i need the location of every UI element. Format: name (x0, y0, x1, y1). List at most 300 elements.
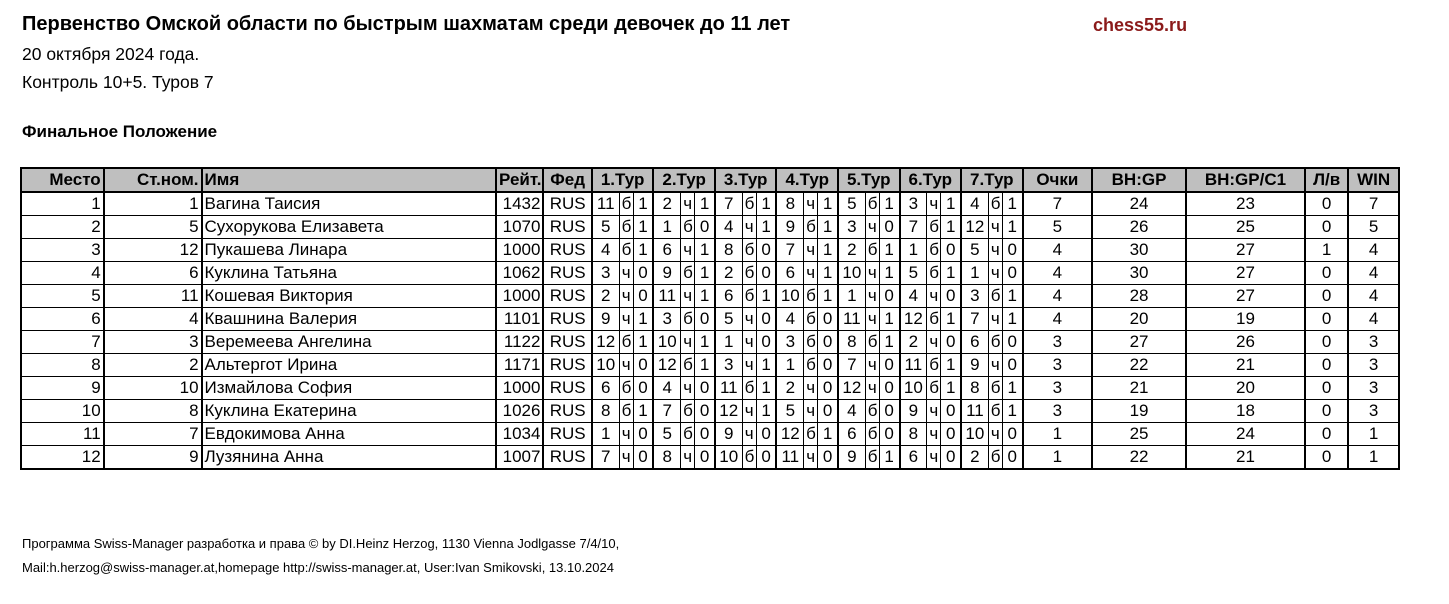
round-4-opponent: 1 (776, 354, 803, 377)
round-4-color: ч (804, 377, 818, 400)
round-7-opponent: 4 (961, 192, 988, 216)
round-2-color: б (681, 423, 695, 446)
round-7-result: 1 (1002, 285, 1022, 308)
round-3-result: 1 (756, 285, 776, 308)
round-1-opponent: 6 (592, 377, 619, 400)
round-4-result: 0 (818, 400, 838, 423)
buchholz-cell: 26 (1092, 216, 1186, 239)
table-row (21, 308, 1399, 331)
rating-cell: 1026 (496, 400, 543, 423)
round-5-result: 0 (879, 216, 899, 239)
round-6-color: б (927, 262, 941, 285)
round-1-opponent: 7 (592, 446, 619, 470)
round-5-color: ч (865, 216, 879, 239)
round-4-color: б (804, 308, 818, 331)
round-7-color: ч (988, 423, 1002, 446)
round-5-color: б (865, 423, 879, 446)
round-5-opponent: 1 (838, 285, 865, 308)
personal-encounter-cell: 0 (1305, 354, 1348, 377)
round-6-color: ч (927, 423, 941, 446)
player-name-cell: Сухорукова Елизавета (202, 216, 497, 239)
points-cell: 4 (1023, 262, 1093, 285)
round-1-result: 0 (633, 262, 653, 285)
round-5-opponent: 9 (838, 446, 865, 470)
round-6-result: 0 (941, 239, 961, 262)
round-5-result: 1 (879, 331, 899, 354)
round-1-opponent: 1 (592, 423, 619, 446)
round-5-result: 1 (879, 446, 899, 470)
round-1-result: 1 (633, 239, 653, 262)
round-2-opponent: 2 (653, 192, 680, 216)
buchholz-cell: 24 (1092, 192, 1186, 216)
start-number-cell: 12 (104, 239, 202, 262)
personal-encounter-cell: 0 (1305, 400, 1348, 423)
site-name: chess55.ru (1093, 15, 1188, 35)
round-4-opponent: 3 (776, 331, 803, 354)
round-3-opponent: 3 (715, 354, 742, 377)
round-1-result: 0 (633, 377, 653, 400)
buchholz-cut1-cell: 20 (1186, 377, 1305, 400)
buchholz-cell: 19 (1092, 400, 1186, 423)
federation-cell: RUS (543, 192, 591, 216)
round-7-opponent: 1 (961, 262, 988, 285)
place-cell: 10 (21, 400, 104, 423)
start-number-cell: 6 (104, 262, 202, 285)
round-2-color: ч (681, 446, 695, 470)
round-4-result: 1 (818, 239, 838, 262)
start-number-cell: 2 (104, 354, 202, 377)
round-6-color: ч (927, 285, 941, 308)
federation-cell: RUS (543, 446, 591, 470)
round-5-color: б (865, 400, 879, 423)
round-7-color: ч (988, 354, 1002, 377)
col-header-personal-encounter: Л/в (1305, 168, 1348, 192)
table-row (21, 192, 1399, 216)
round-7-opponent: 7 (961, 308, 988, 331)
round-4-result: 0 (818, 308, 838, 331)
round-7-color: ч (988, 262, 1002, 285)
round-2-color: б (681, 216, 695, 239)
round-5-opponent: 2 (838, 239, 865, 262)
buchholz-cell: 22 (1092, 354, 1186, 377)
round-4-opponent: 8 (776, 192, 803, 216)
col-header-wins: WIN (1348, 168, 1399, 192)
round-1-color: б (619, 216, 633, 239)
buchholz-cell: 27 (1092, 331, 1186, 354)
start-number-cell: 10 (104, 377, 202, 400)
round-2-color: б (681, 262, 695, 285)
round-1-opponent: 12 (592, 331, 619, 354)
round-4-color: б (804, 423, 818, 446)
round-6-result: 1 (941, 216, 961, 239)
round-2-opponent: 6 (653, 239, 680, 262)
round-4-opponent: 5 (776, 400, 803, 423)
col-header-round-4: 4.Тур (776, 168, 838, 192)
round-2-opponent: 7 (653, 400, 680, 423)
round-6-color: ч (927, 446, 941, 470)
start-number-cell: 4 (104, 308, 202, 331)
table-row (21, 285, 1399, 308)
rating-cell: 1000 (496, 239, 543, 262)
federation-cell: RUS (543, 354, 591, 377)
round-2-color: ч (681, 285, 695, 308)
round-7-result: 1 (1002, 400, 1022, 423)
round-2-color: ч (681, 239, 695, 262)
footer-copyright: Программа Swiss-Manager разработка и права © by DI.Heinz Herzog, 1130 Vienna Jodlgasse 7/4/10, (22, 536, 620, 551)
round-6-result: 0 (941, 423, 961, 446)
table-row (21, 331, 1399, 354)
round-2-result: 1 (695, 354, 715, 377)
round-3-color: б (742, 192, 756, 216)
round-6-result: 0 (941, 285, 961, 308)
rating-cell: 1034 (496, 423, 543, 446)
round-3-opponent: 9 (715, 423, 742, 446)
round-5-color: б (865, 192, 879, 216)
buchholz-cut1-cell: 23 (1186, 192, 1305, 216)
round-1-opponent: 11 (592, 192, 619, 216)
round-6-opponent: 5 (900, 262, 927, 285)
rating-cell: 1000 (496, 285, 543, 308)
col-header-rating: Рейт. (496, 168, 543, 192)
round-3-color: б (742, 262, 756, 285)
round-5-opponent: 6 (838, 423, 865, 446)
federation-cell: RUS (543, 308, 591, 331)
player-name-cell: Куклина Татьяна (202, 262, 497, 285)
player-name-cell: Евдокимова Анна (202, 423, 497, 446)
round-4-color: ч (804, 446, 818, 470)
round-4-color: б (804, 216, 818, 239)
round-5-result: 1 (879, 308, 899, 331)
round-7-opponent: 9 (961, 354, 988, 377)
round-3-color: ч (742, 216, 756, 239)
round-4-opponent: 10 (776, 285, 803, 308)
start-number-cell: 7 (104, 423, 202, 446)
round-7-color: б (988, 192, 1002, 216)
round-4-opponent: 12 (776, 423, 803, 446)
wins-cell: 5 (1348, 216, 1399, 239)
round-3-opponent: 12 (715, 400, 742, 423)
round-1-opponent: 10 (592, 354, 619, 377)
round-1-result: 1 (633, 216, 653, 239)
round-7-result: 1 (1002, 216, 1022, 239)
round-5-result: 0 (879, 285, 899, 308)
points-cell: 1 (1023, 446, 1093, 470)
round-6-result: 1 (941, 192, 961, 216)
buchholz-cell: 25 (1092, 423, 1186, 446)
round-3-opponent: 4 (715, 216, 742, 239)
round-6-opponent: 3 (900, 192, 927, 216)
round-2-result: 0 (695, 377, 715, 400)
points-cell: 3 (1023, 331, 1093, 354)
place-cell: 12 (21, 446, 104, 470)
table-row (21, 400, 1399, 423)
round-5-result: 0 (879, 354, 899, 377)
round-1-result: 0 (633, 285, 653, 308)
round-1-result: 1 (633, 192, 653, 216)
player-name-cell: Альтергот Ирина (202, 354, 497, 377)
federation-cell: RUS (543, 285, 591, 308)
col-header-name: Имя (202, 168, 497, 192)
points-cell: 4 (1023, 239, 1093, 262)
wins-cell: 3 (1348, 377, 1399, 400)
buchholz-cut1-cell: 24 (1186, 423, 1305, 446)
buchholz-cell: 28 (1092, 285, 1186, 308)
points-cell: 4 (1023, 308, 1093, 331)
col-header-start-number: Ст.ном. (104, 168, 202, 192)
round-5-opponent: 12 (838, 377, 865, 400)
round-2-opponent: 5 (653, 423, 680, 446)
round-7-color: б (988, 400, 1002, 423)
round-4-result: 1 (818, 216, 838, 239)
round-4-opponent: 7 (776, 239, 803, 262)
round-6-result: 0 (941, 331, 961, 354)
round-3-color: ч (742, 331, 756, 354)
table-row (21, 216, 1399, 239)
round-6-color: б (927, 354, 941, 377)
round-3-opponent: 10 (715, 446, 742, 470)
round-1-color: б (619, 331, 633, 354)
round-1-result: 0 (633, 423, 653, 446)
place-cell: 5 (21, 285, 104, 308)
round-7-color: б (988, 446, 1002, 470)
round-3-color: ч (742, 400, 756, 423)
round-1-result: 1 (633, 331, 653, 354)
player-name-cell: Кошевая Виктория (202, 285, 497, 308)
buchholz-cut1-cell: 25 (1186, 216, 1305, 239)
round-2-color: б (681, 400, 695, 423)
round-3-color: б (742, 446, 756, 470)
col-header-round-5: 5.Тур (838, 168, 900, 192)
round-3-color: б (742, 377, 756, 400)
round-1-result: 0 (633, 446, 653, 470)
round-2-opponent: 10 (653, 331, 680, 354)
round-7-result: 0 (1002, 423, 1022, 446)
round-6-color: б (927, 308, 941, 331)
table-row (21, 354, 1399, 377)
start-number-cell: 9 (104, 446, 202, 470)
points-cell: 1 (1023, 423, 1093, 446)
round-2-color: б (681, 308, 695, 331)
round-3-result: 1 (756, 192, 776, 216)
points-cell: 3 (1023, 377, 1093, 400)
round-4-color: б (804, 354, 818, 377)
points-cell: 3 (1023, 400, 1093, 423)
buchholz-cut1-cell: 27 (1186, 285, 1305, 308)
points-cell: 4 (1023, 285, 1093, 308)
place-cell: 6 (21, 308, 104, 331)
col-header-round-7: 7.Тур (961, 168, 1023, 192)
round-2-opponent: 12 (653, 354, 680, 377)
round-5-result: 1 (879, 239, 899, 262)
points-cell: 3 (1023, 354, 1093, 377)
round-5-color: ч (865, 354, 879, 377)
col-header-round-3: 3.Тур (715, 168, 777, 192)
table-row (21, 423, 1399, 446)
place-cell: 1 (21, 192, 104, 216)
round-5-color: ч (865, 262, 879, 285)
personal-encounter-cell: 0 (1305, 423, 1348, 446)
round-7-opponent: 8 (961, 377, 988, 400)
round-1-result: 0 (633, 354, 653, 377)
round-2-opponent: 1 (653, 216, 680, 239)
round-3-result: 1 (756, 354, 776, 377)
round-3-color: ч (742, 423, 756, 446)
federation-cell: RUS (543, 377, 591, 400)
round-5-opponent: 10 (838, 262, 865, 285)
round-3-result: 1 (756, 377, 776, 400)
round-6-opponent: 1 (900, 239, 927, 262)
time-control: Контроль 10+5. Туров 7 (22, 72, 214, 92)
round-2-color: ч (681, 192, 695, 216)
round-7-opponent: 2 (961, 446, 988, 470)
round-7-opponent: 6 (961, 331, 988, 354)
federation-cell: RUS (543, 216, 591, 239)
round-7-color: б (988, 285, 1002, 308)
round-4-result: 0 (818, 377, 838, 400)
col-header-round-1: 1.Тур (592, 168, 654, 192)
round-6-result: 1 (941, 308, 961, 331)
round-5-opponent: 8 (838, 331, 865, 354)
player-name-cell: Вагина Таисия (202, 192, 497, 216)
round-2-opponent: 9 (653, 262, 680, 285)
round-1-result: 1 (633, 400, 653, 423)
round-4-result: 0 (818, 331, 838, 354)
round-3-opponent: 8 (715, 239, 742, 262)
round-5-color: б (865, 446, 879, 470)
buchholz-cut1-cell: 19 (1186, 308, 1305, 331)
round-1-color: ч (619, 262, 633, 285)
round-4-color: ч (804, 239, 818, 262)
round-1-color: ч (619, 308, 633, 331)
round-2-result: 0 (695, 216, 715, 239)
round-6-color: б (927, 216, 941, 239)
start-number-cell: 5 (104, 216, 202, 239)
rating-cell: 1171 (496, 354, 543, 377)
rating-cell: 1122 (496, 331, 543, 354)
round-4-result: 0 (818, 446, 838, 470)
round-2-color: б (681, 354, 695, 377)
buchholz-cell: 22 (1092, 446, 1186, 470)
wins-cell: 1 (1348, 446, 1399, 470)
personal-encounter-cell: 0 (1305, 262, 1348, 285)
round-4-color: ч (804, 192, 818, 216)
round-2-result: 0 (695, 446, 715, 470)
place-cell: 3 (21, 239, 104, 262)
col-header-points: Очки (1023, 168, 1093, 192)
buchholz-cut1-cell: 18 (1186, 400, 1305, 423)
round-4-color: б (804, 331, 818, 354)
personal-encounter-cell: 0 (1305, 216, 1348, 239)
round-5-color: б (865, 239, 879, 262)
round-5-opponent: 5 (838, 192, 865, 216)
federation-cell: RUS (543, 423, 591, 446)
round-6-result: 1 (941, 377, 961, 400)
round-2-result: 1 (695, 192, 715, 216)
player-name-cell: Куклина Екатерина (202, 400, 497, 423)
buchholz-cell: 21 (1092, 377, 1186, 400)
round-3-opponent: 6 (715, 285, 742, 308)
personal-encounter-cell: 0 (1305, 446, 1348, 470)
round-1-color: б (619, 377, 633, 400)
table-row (21, 262, 1399, 285)
round-3-opponent: 11 (715, 377, 742, 400)
round-6-opponent: 6 (900, 446, 927, 470)
round-7-color: б (988, 331, 1002, 354)
round-2-color: ч (681, 331, 695, 354)
round-1-color: ч (619, 354, 633, 377)
round-4-color: ч (804, 262, 818, 285)
round-2-result: 1 (695, 239, 715, 262)
round-3-opponent: 2 (715, 262, 742, 285)
round-4-result: 1 (818, 423, 838, 446)
round-3-color: ч (742, 308, 756, 331)
round-3-opponent: 1 (715, 331, 742, 354)
col-header-round-6: 6.Тур (900, 168, 962, 192)
round-3-color: б (742, 285, 756, 308)
player-name-cell: Измайлова София (202, 377, 497, 400)
round-7-result: 0 (1002, 262, 1022, 285)
wins-cell: 4 (1348, 239, 1399, 262)
round-4-opponent: 11 (776, 446, 803, 470)
round-7-result: 0 (1002, 331, 1022, 354)
player-name-cell: Веремеева Ангелина (202, 331, 497, 354)
round-1-opponent: 8 (592, 400, 619, 423)
round-1-opponent: 3 (592, 262, 619, 285)
round-3-result: 0 (756, 239, 776, 262)
round-1-color: б (619, 239, 633, 262)
wins-cell: 4 (1348, 262, 1399, 285)
round-7-result: 0 (1002, 354, 1022, 377)
round-2-color: ч (681, 377, 695, 400)
round-6-color: ч (927, 400, 941, 423)
round-6-opponent: 2 (900, 331, 927, 354)
round-1-opponent: 9 (592, 308, 619, 331)
start-number-cell: 11 (104, 285, 202, 308)
round-5-opponent: 7 (838, 354, 865, 377)
round-5-result: 0 (879, 423, 899, 446)
round-2-result: 1 (695, 285, 715, 308)
personal-encounter-cell: 0 (1305, 308, 1348, 331)
col-header-federation: Фед (543, 168, 591, 192)
round-3-color: ч (742, 354, 756, 377)
round-7-result: 0 (1002, 446, 1022, 470)
table-row (21, 377, 1399, 400)
round-7-result: 1 (1002, 308, 1022, 331)
round-6-opponent: 7 (900, 216, 927, 239)
wins-cell: 4 (1348, 285, 1399, 308)
round-5-result: 0 (879, 400, 899, 423)
place-cell: 7 (21, 331, 104, 354)
buchholz-cell: 30 (1092, 262, 1186, 285)
round-1-opponent: 2 (592, 285, 619, 308)
round-5-color: ч (865, 285, 879, 308)
round-4-opponent: 4 (776, 308, 803, 331)
round-5-opponent: 3 (838, 216, 865, 239)
col-header-buchholz-cut1: BH:GP/C1 (1186, 168, 1305, 192)
round-6-opponent: 11 (900, 354, 927, 377)
round-1-color: ч (619, 446, 633, 470)
round-5-color: б (865, 331, 879, 354)
round-4-color: б (804, 285, 818, 308)
start-number-cell: 8 (104, 400, 202, 423)
round-3-result: 0 (756, 308, 776, 331)
place-cell: 11 (21, 423, 104, 446)
col-header-round-2: 2.Тур (653, 168, 715, 192)
round-2-opponent: 4 (653, 377, 680, 400)
rating-cell: 1000 (496, 377, 543, 400)
round-6-result: 0 (941, 446, 961, 470)
round-7-color: ч (988, 239, 1002, 262)
